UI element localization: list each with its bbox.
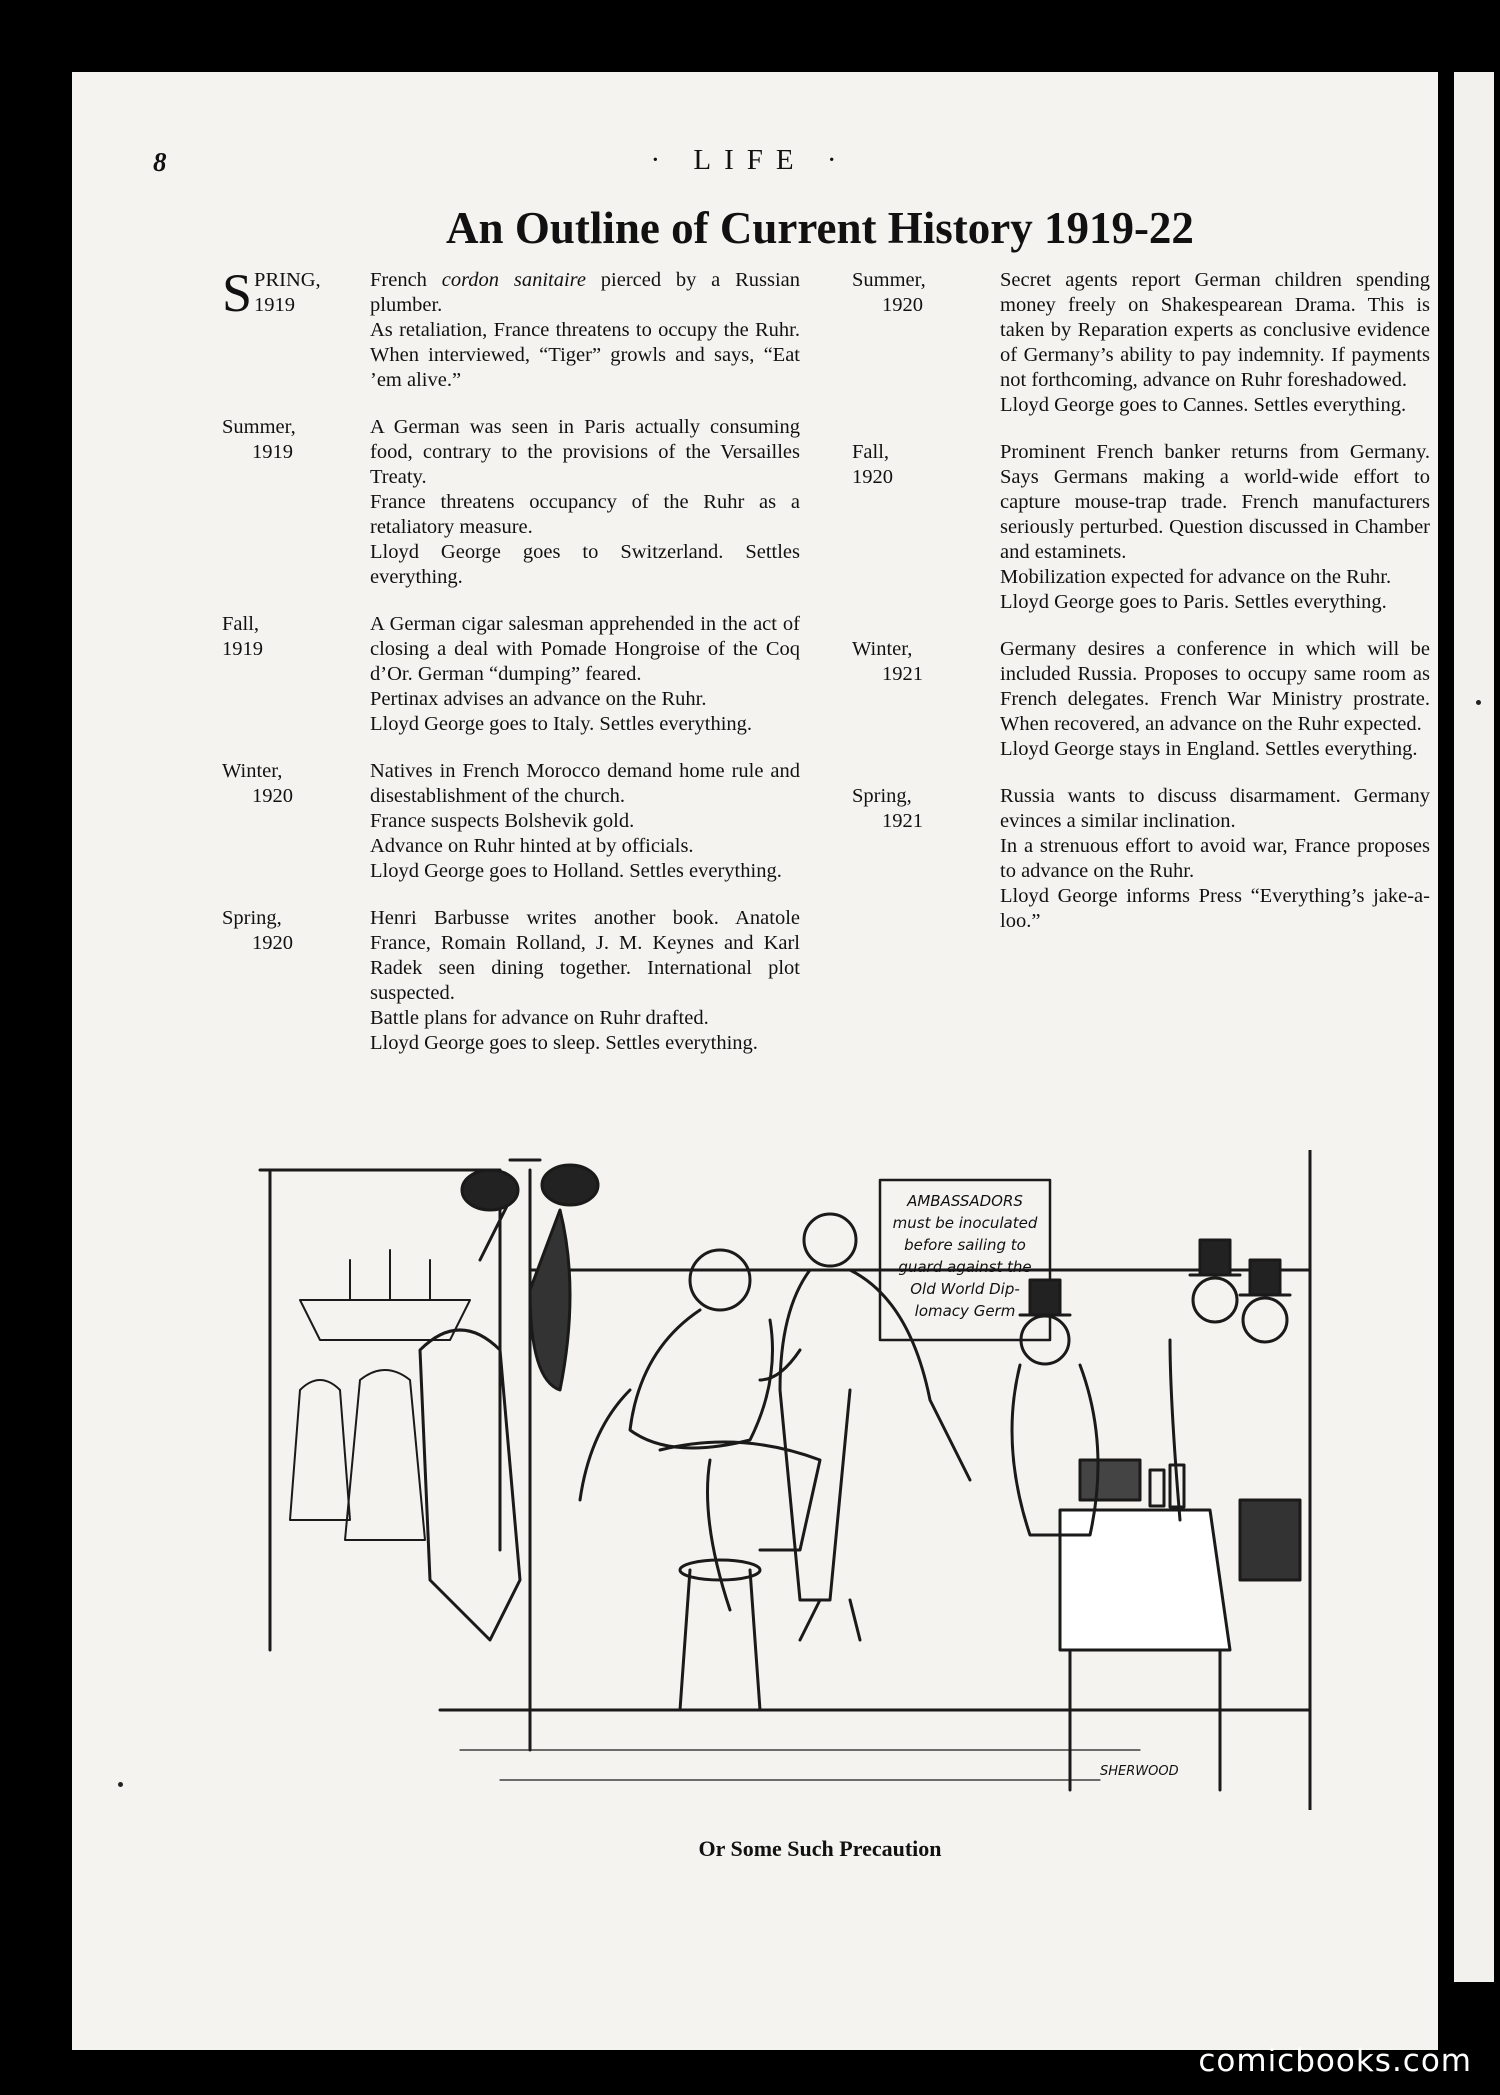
entry-line: In a strenuous effort to avoid war, France proposes to advance on the Ruhr. (1000, 835, 1430, 882)
entry-text (1000, 784, 1430, 934)
season-label (222, 759, 370, 884)
season-label (852, 784, 1000, 934)
entry-line: Russia wants to discuss disarmament. Germany evinces a similar inclination. (1000, 785, 1430, 832)
sign-line: AMBASSADORS (907, 1192, 1023, 1210)
entry-text (370, 268, 800, 393)
entry-text (1000, 440, 1430, 615)
timeline-entry-spring-1919 (222, 263, 862, 393)
artist-signature: SHERWOOD (1100, 1764, 1179, 1779)
season-year: 1920 (252, 932, 293, 954)
sign-line: before sailing to (904, 1236, 1026, 1254)
season-label (222, 415, 370, 590)
season-label (852, 637, 1000, 762)
entry-line: Lloyd George goes to Paris. Settles everything. (1000, 591, 1387, 613)
entry-line: Pertinax advises an advance on the Ruhr. (370, 688, 707, 710)
season-name: Summer, (222, 416, 296, 438)
entry-line: French cordon sanitaire pierced by a Russian plumber. (370, 269, 801, 316)
season-name: Fall, (222, 613, 260, 635)
entry-line: Lloyd George goes to sleep. Settles everything. (370, 1032, 758, 1054)
season-name: Spring, (222, 907, 282, 929)
entry-line: Lloyd George goes to Holland. Settles everything. (370, 860, 782, 882)
entry-line: Lloyd George goes to Italy. Settles everything. (370, 713, 753, 735)
entry-line: France suspects Bolshevik gold. (370, 810, 635, 832)
season-name: Fall, (852, 441, 890, 463)
sign-line: must be inoculated (892, 1214, 1038, 1232)
cartoon-illustration (240, 1150, 1350, 1810)
timeline-entry-spring-1921 (852, 784, 1492, 934)
entry-line: Prominent French banker returns from Germany. Says Germans making a world-wide effort to capture mouse-trap trade. French manufacturers seriously perturbed. Question discussed in Chamber and estaminets. (1000, 441, 1430, 563)
cartoon-caption: Or Some Such Precaution (698, 1836, 942, 1861)
entry-line: As retaliation, France threatens to occupy the Ruhr. When interviewed, “Tiger” growls and says, “Eat ’em alive.” (370, 319, 800, 391)
entry-line: Battle plans for advance on Ruhr drafted. (370, 1007, 709, 1029)
season-year: 1919 (254, 294, 296, 316)
watermark: comicbooks.com (1198, 2043, 1472, 2079)
season-year: 1921 (882, 663, 923, 685)
season-name: PRING, (254, 269, 321, 291)
season-name: Summer, (852, 269, 926, 291)
entry-line: Henri Barbusse writes another book. Anatole France, Romain Rolland, J. M. Keynes and Karl Radek seen dining together. International plot suspected. (370, 907, 800, 1004)
season-label (222, 906, 370, 1056)
season-year: 1921 (882, 810, 923, 832)
timeline-entry-winter-1920 (222, 759, 862, 884)
season-label (852, 268, 1000, 418)
entry-line: Secret agents report German children spending money freely on Shakespearean Drama. This is taken by Reparation experts as conclusive evidence of Germany’s ability to pay indemnity. If payments not forthcoming, advance on Ruhr foreshadowed. (1000, 269, 1430, 391)
entry-text (370, 612, 800, 737)
timeline-entry-spring-1920 (222, 906, 862, 1056)
entry-text (1000, 637, 1430, 762)
entry-line: Mobilization expected for advance on the Ruhr. (1000, 566, 1392, 588)
season-label (852, 440, 1000, 615)
entry-line: Advance on Ruhr hinted at by officials. (370, 835, 694, 857)
print-speck (1476, 700, 1481, 705)
sign-line: Old World Dip- (910, 1280, 1020, 1298)
season-name: Spring, (852, 785, 912, 807)
left-column (222, 263, 862, 1078)
entry-text (370, 906, 800, 1056)
season-name: Winter, (222, 760, 283, 782)
season-label (222, 263, 370, 393)
sign-line: guard against the (898, 1258, 1032, 1276)
season-label (222, 612, 370, 737)
entry-line: Germany desires a conference in which will be included Russia. Proposes to occupy same room as French delegates. French War Ministry prostrate. When recovered, an advance on the Ruhr expected. (1000, 638, 1430, 735)
season-year: 1919 (222, 638, 263, 660)
running-head: · LIFE · (650, 144, 850, 176)
season-year: 1919 (252, 441, 293, 463)
entry-line: Lloyd George goes to Switzerland. Settles everything. (370, 541, 800, 588)
entry-line: France threatens occupancy of the Ruhr as a retaliatory measure. (370, 491, 800, 538)
season-year: 1920 (252, 785, 293, 807)
door-frame (260, 1170, 500, 1550)
entry-line: Natives in French Morocco demand home rule and disestablishment of the church. (370, 760, 800, 807)
timeline-entry-summer-1920 (852, 268, 1492, 418)
entry-text (370, 759, 800, 884)
entry-line: A German was seen in Paris actually consuming food, contrary to the provisions of the Versailles Treaty. (370, 416, 800, 488)
right-column (852, 268, 1492, 956)
entry-line: Lloyd George goes to Cannes. Settles everything. (1000, 394, 1407, 416)
article-title: An Outline of Current History 1919-22 (446, 203, 1194, 253)
timeline-entry-summer-1919 (222, 415, 862, 590)
page-number: 8 (153, 147, 167, 177)
entry-line: Lloyd George informs Press “Everything’s jake-a-loo.” (1000, 885, 1430, 932)
season-year: 1920 (882, 294, 923, 316)
entry-line: Lloyd George stays in England. Settles everything. (1000, 738, 1418, 760)
entry-text (1000, 268, 1430, 418)
season-year: 1920 (852, 466, 893, 488)
entry-text (370, 415, 800, 590)
season-name: Winter, (852, 638, 913, 660)
timeline-entry-fall-1920 (852, 440, 1492, 615)
timeline-entry-winter-1921 (852, 637, 1492, 762)
timeline-entry-fall-1919 (222, 612, 862, 737)
sign-line: lomacy Germ (914, 1302, 1016, 1320)
drop-cap: S (222, 263, 253, 323)
print-speck (118, 1782, 123, 1787)
entry-line: A German cigar salesman apprehended in the act of closing a deal with Pomade Hongroise of the Coq d’Or. German “dumping” feared. (370, 613, 800, 685)
